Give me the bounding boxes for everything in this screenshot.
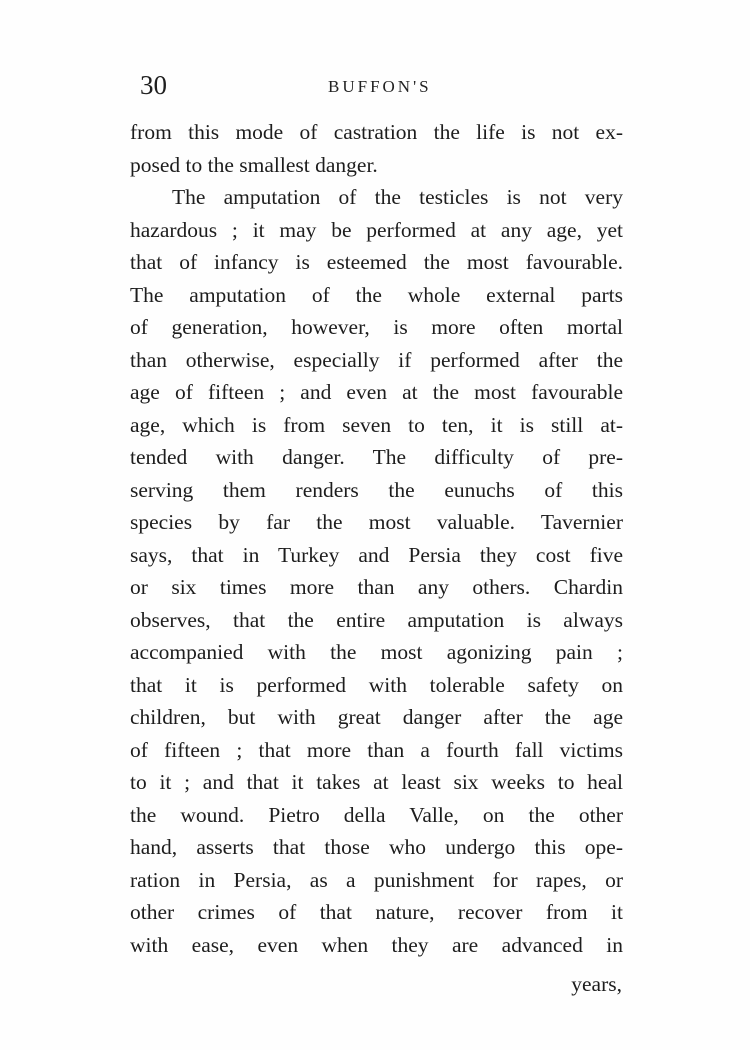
- text-line: hand, asserts that those who undergo this ope-: [130, 835, 623, 859]
- text-line: than otherwise, especially if performed after the: [130, 347, 623, 372]
- text-line: ration in Persia, as a punishment for rapes, or: [130, 867, 623, 892]
- text-line: from this mode of castration the life is not ex-: [130, 120, 623, 144]
- text-line: The amputation of the whole external parts: [130, 282, 623, 307]
- text-line: posed to the smallest danger.: [130, 152, 378, 177]
- text-line: the wound. Pietro della Valle, on the other: [130, 802, 623, 827]
- text-line: observes, that the entire amputation is always: [130, 607, 623, 632]
- text-line: of fifteen ; that more than a fourth fall victims: [130, 737, 623, 762]
- text-line: age, which is from seven to ten, it is still at-: [130, 412, 623, 437]
- text-line: to it ; and that it takes at least six weeks to heal: [130, 770, 623, 794]
- text-line: that it is performed with tolerable safety on: [130, 672, 623, 697]
- text-line: other crimes of that nature, recover from it: [130, 900, 623, 924]
- text-line: accompanied with the most agonizing pain ;: [130, 640, 623, 664]
- catchword: years,: [571, 972, 622, 996]
- text-line: age of fifteen ; and even at the most favourable: [130, 380, 623, 404]
- text-line: that of infancy is esteemed the most favourable.: [130, 250, 623, 274]
- text-line: or six times more than any others. Chardin: [130, 575, 623, 599]
- running-title: BUFFON'S: [328, 77, 432, 96]
- text-line: serving them renders the eunuchs of this: [130, 477, 623, 502]
- text-line: tended with danger. The difficulty of pre-: [130, 445, 623, 469]
- text-line: says, that in Turkey and Persia they cost five: [130, 542, 623, 567]
- running-head: [140, 68, 630, 102]
- text-line: species by far the most valuable. Tavernier: [130, 510, 623, 534]
- text-line: of generation, however, is more often mortal: [130, 315, 623, 339]
- text-line: with ease, even when they are advanced in: [130, 932, 623, 957]
- text-line: hazardous ; it may be performed at any age, yet: [130, 217, 623, 242]
- body-text: [130, 116, 623, 961]
- text-line: The amputation of the testicles is not very: [172, 185, 623, 209]
- text-line: children, but with great danger after the age: [130, 705, 623, 729]
- page-number: 30: [140, 70, 167, 100]
